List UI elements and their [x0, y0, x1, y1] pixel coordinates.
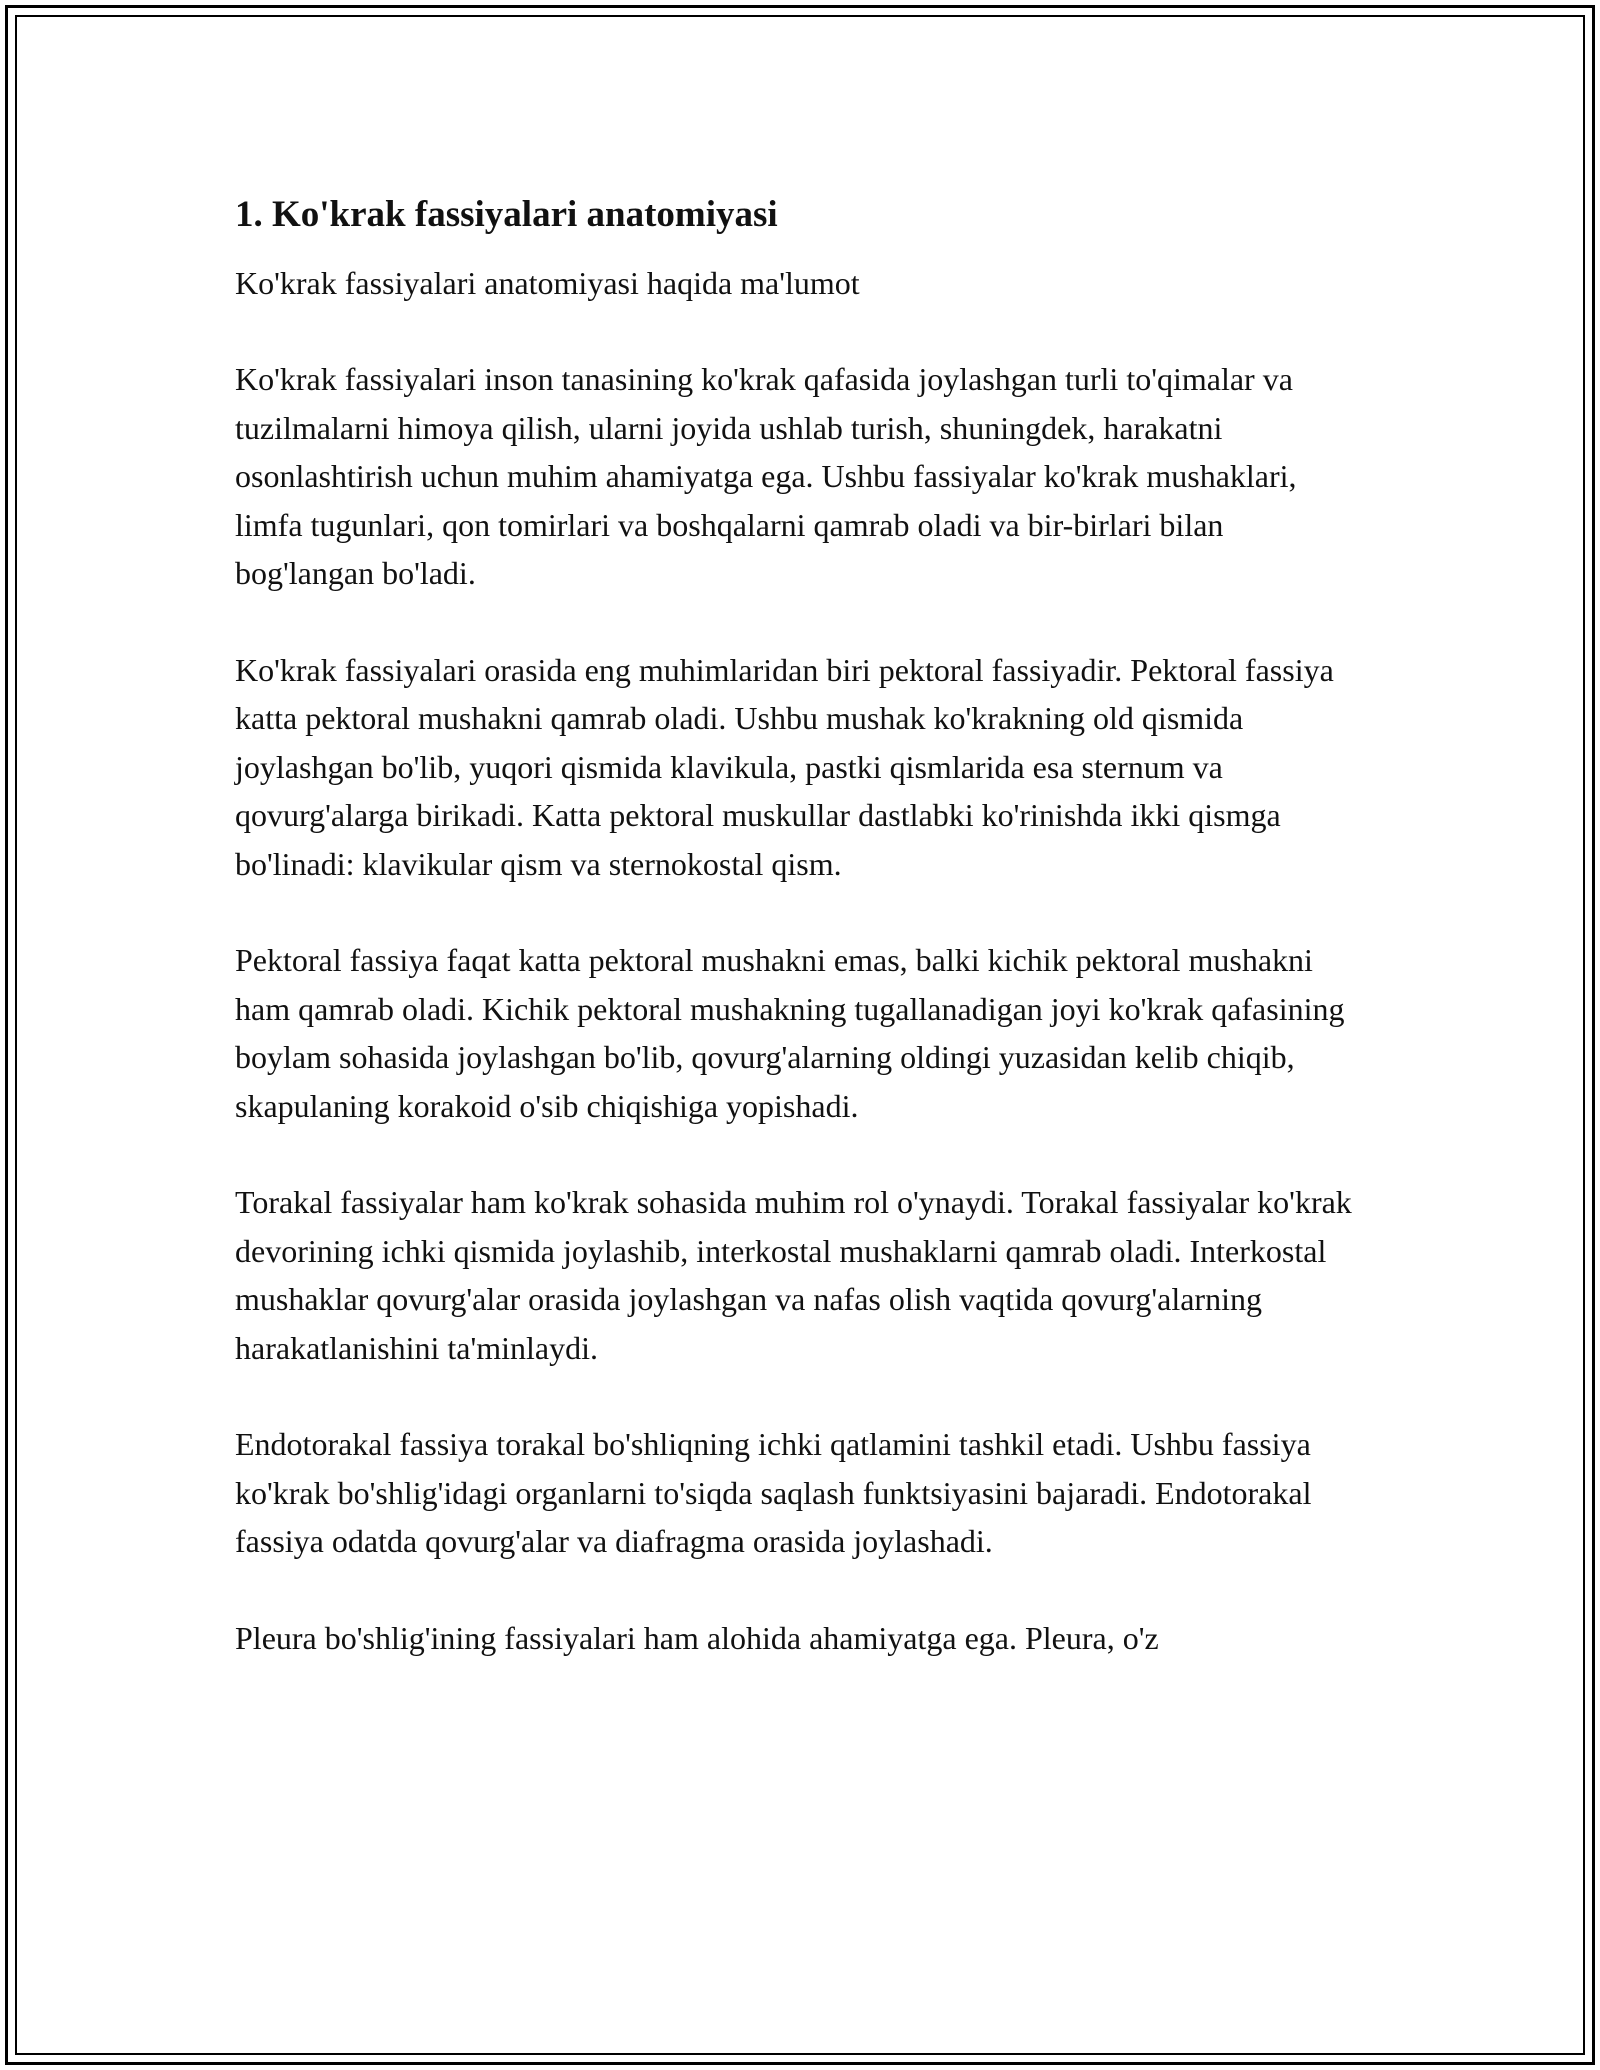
document-subtitle: Ko'krak fassiyalari anatomiyasi haqida ma'lumot	[235, 265, 860, 301]
paragraph-6: Pleura bo'shlig'ining fassiyalari ham alohida ahamiyatga ega. Pleura, o'z	[235, 1619, 1159, 1656]
paragraph-2: Ko'krak fassiyalari orasida eng muhimlaridan biri pektoral fassiyadir. Pektoral fassiya katta pektoral mushakni qamrab oladi. Ushbu mushak ko'krakning old qismida joylashgan bo'lib, yuqori qismida klavikula, pastki qismlarida esa sternum va qovurg'alarga birikadi. Katta pektoral muskullar dastlabki ko'rinishda ikki qismga bo'linadi: klavikular qism va sternokostal qism.	[235, 651, 1334, 882]
paragraph-5: Endotorakal fassiya torakal bo'shliqning ichki qatlamini tashkil etadi. Ushbu fassiya ko'krak bo'shlig'idagi organlarni to'siqda saqlash funktsiyasini bajaradi. Endotorakal fassiya odatda qovurg'alar va diafragma orasida joylashadi.	[235, 1426, 1312, 1559]
paragraph-1: Ko'krak fassiyalari inson tanasining ko'krak qafasida joylashgan turli to'qimalar va tuzilmalarni himoya qilish, ularni joyida ushlab turish, shuningdek, harakatni osonlashtirish uchun muhim ahamiyatga ega. Ushbu fassiyalar ko'krak mushaklari, limfa tugunlari, qon tomirlari va boshqalarni qamrab oladi va bir-birlari bilan bog'langan bo'ladi.	[235, 361, 1297, 591]
paragraph-3: Pektoral fassiya faqat katta pektoral mushakni emas, balki kichik pektoral mushakni ham qamrab oladi. Kichik pektoral mushakning tugallanadigan joyi ko'krak qafasining boylam sohasida joylashgan bo'lib, qovurg'alarning oldingi yuzasidan kelib chiqib, skapulaning korakoid o'sib chiqishiga yopishadi.	[235, 942, 1345, 1124]
document-body	[235, 185, 1365, 1662]
document-heading: 1. Ko'krak fassiyalari anatomiyasi	[235, 194, 778, 235]
paragraph-4: Torakal fassiyalar ham ko'krak sohasida muhim rol o'ynaydi. Torakal fassiyalar ko'krak devorining ichki qismida joylashib, interkostal mushaklarni qamrab oladi. Interkostal mushaklar qovurg'alar orasida joylashgan va nafas olish vaqtida qovurg'alarning harakatlanishini ta'minlaydi.	[235, 1184, 1352, 1366]
